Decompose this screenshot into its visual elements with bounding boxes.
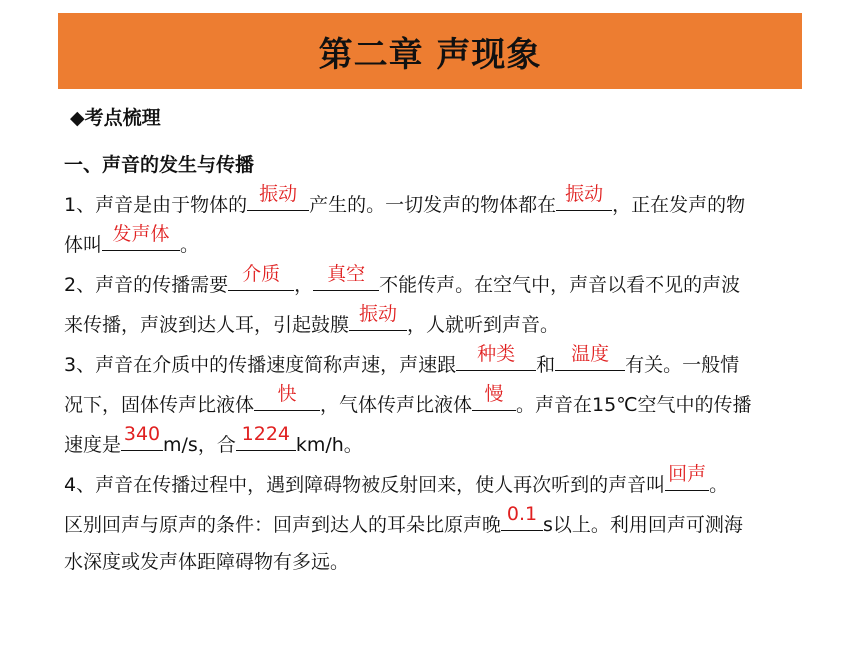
blank-1 [247,183,309,211]
answer-5: 真空 [327,263,366,285]
blank-4 [228,263,294,291]
text-line-4: 来传播，声波到达人耳，引起鼓膜 振动 ，人就听到声音。 [64,303,560,336]
answer-9: 快 [277,383,297,405]
blank-2 [556,183,612,211]
answer-7: 种类 [477,343,516,365]
text-line-7: 速度是 340 m/s，合 1224 km/h。 [64,423,363,456]
text-line-8: 4、声音在传播过程中，遇到障碍物被反射回来，使人再次听到的声音叫 回声 。 [64,463,729,496]
text-line-9: 区别回声与原声的条件：回声到达人的耳朵比原声晚 0.1 s以上。利用回声可测海 [64,503,743,536]
blank-12 [236,423,296,451]
blank-8 [555,343,625,371]
answer-4: 介质 [242,263,281,285]
blank-10 [472,383,516,411]
answer-6: 振动 [359,303,398,325]
answer-1: 振动 [259,183,298,205]
text-line-5: 3、声音在介质中的传播速度简称声速，声速跟 种类 和 温度 有关。一般情 [64,343,740,376]
text-line-1: 1、声音是由于物体的 振动 产生的。一切发声的物体都在 振动 ，正在发声的物 [64,183,746,216]
answer-11: 340 [123,423,161,445]
subtitle: ◆考点梳理 [70,107,161,129]
blank-3 [102,223,180,251]
section-heading: 一、声音的发生与传播 [64,154,255,176]
answer-14: 0.1 [506,503,538,525]
answer-2: 振动 [565,183,604,205]
blank-6 [349,303,407,331]
blank-5 [313,263,379,291]
answer-10: 慢 [484,383,504,405]
blank-11 [121,423,163,451]
page-title: 第二章 声现象 [318,34,542,75]
blank-9 [254,383,320,411]
text-line-2: 体叫 发声体 。 [64,223,200,256]
blank-13 [665,463,709,491]
text-line-3: 2、声音的传播需要 介质 ， 真空 不能传声。在空气中，声音以看不见的声波 [64,263,741,296]
answer-13: 回声 [668,463,707,485]
blank-14 [501,503,543,531]
answer-3: 发声体 [112,223,170,245]
title-banner [58,13,802,89]
answer-8: 温度 [571,343,610,365]
answer-12: 1224 [241,423,290,445]
blank-7 [456,343,536,371]
text-line-6: 况下，固体传声比液体 快 ，气体传声比液体 慢 。声音在15℃空气中的传播 [64,383,752,416]
text-line-10: 水深度或发声体距障碍物有多远。 [64,551,350,573]
